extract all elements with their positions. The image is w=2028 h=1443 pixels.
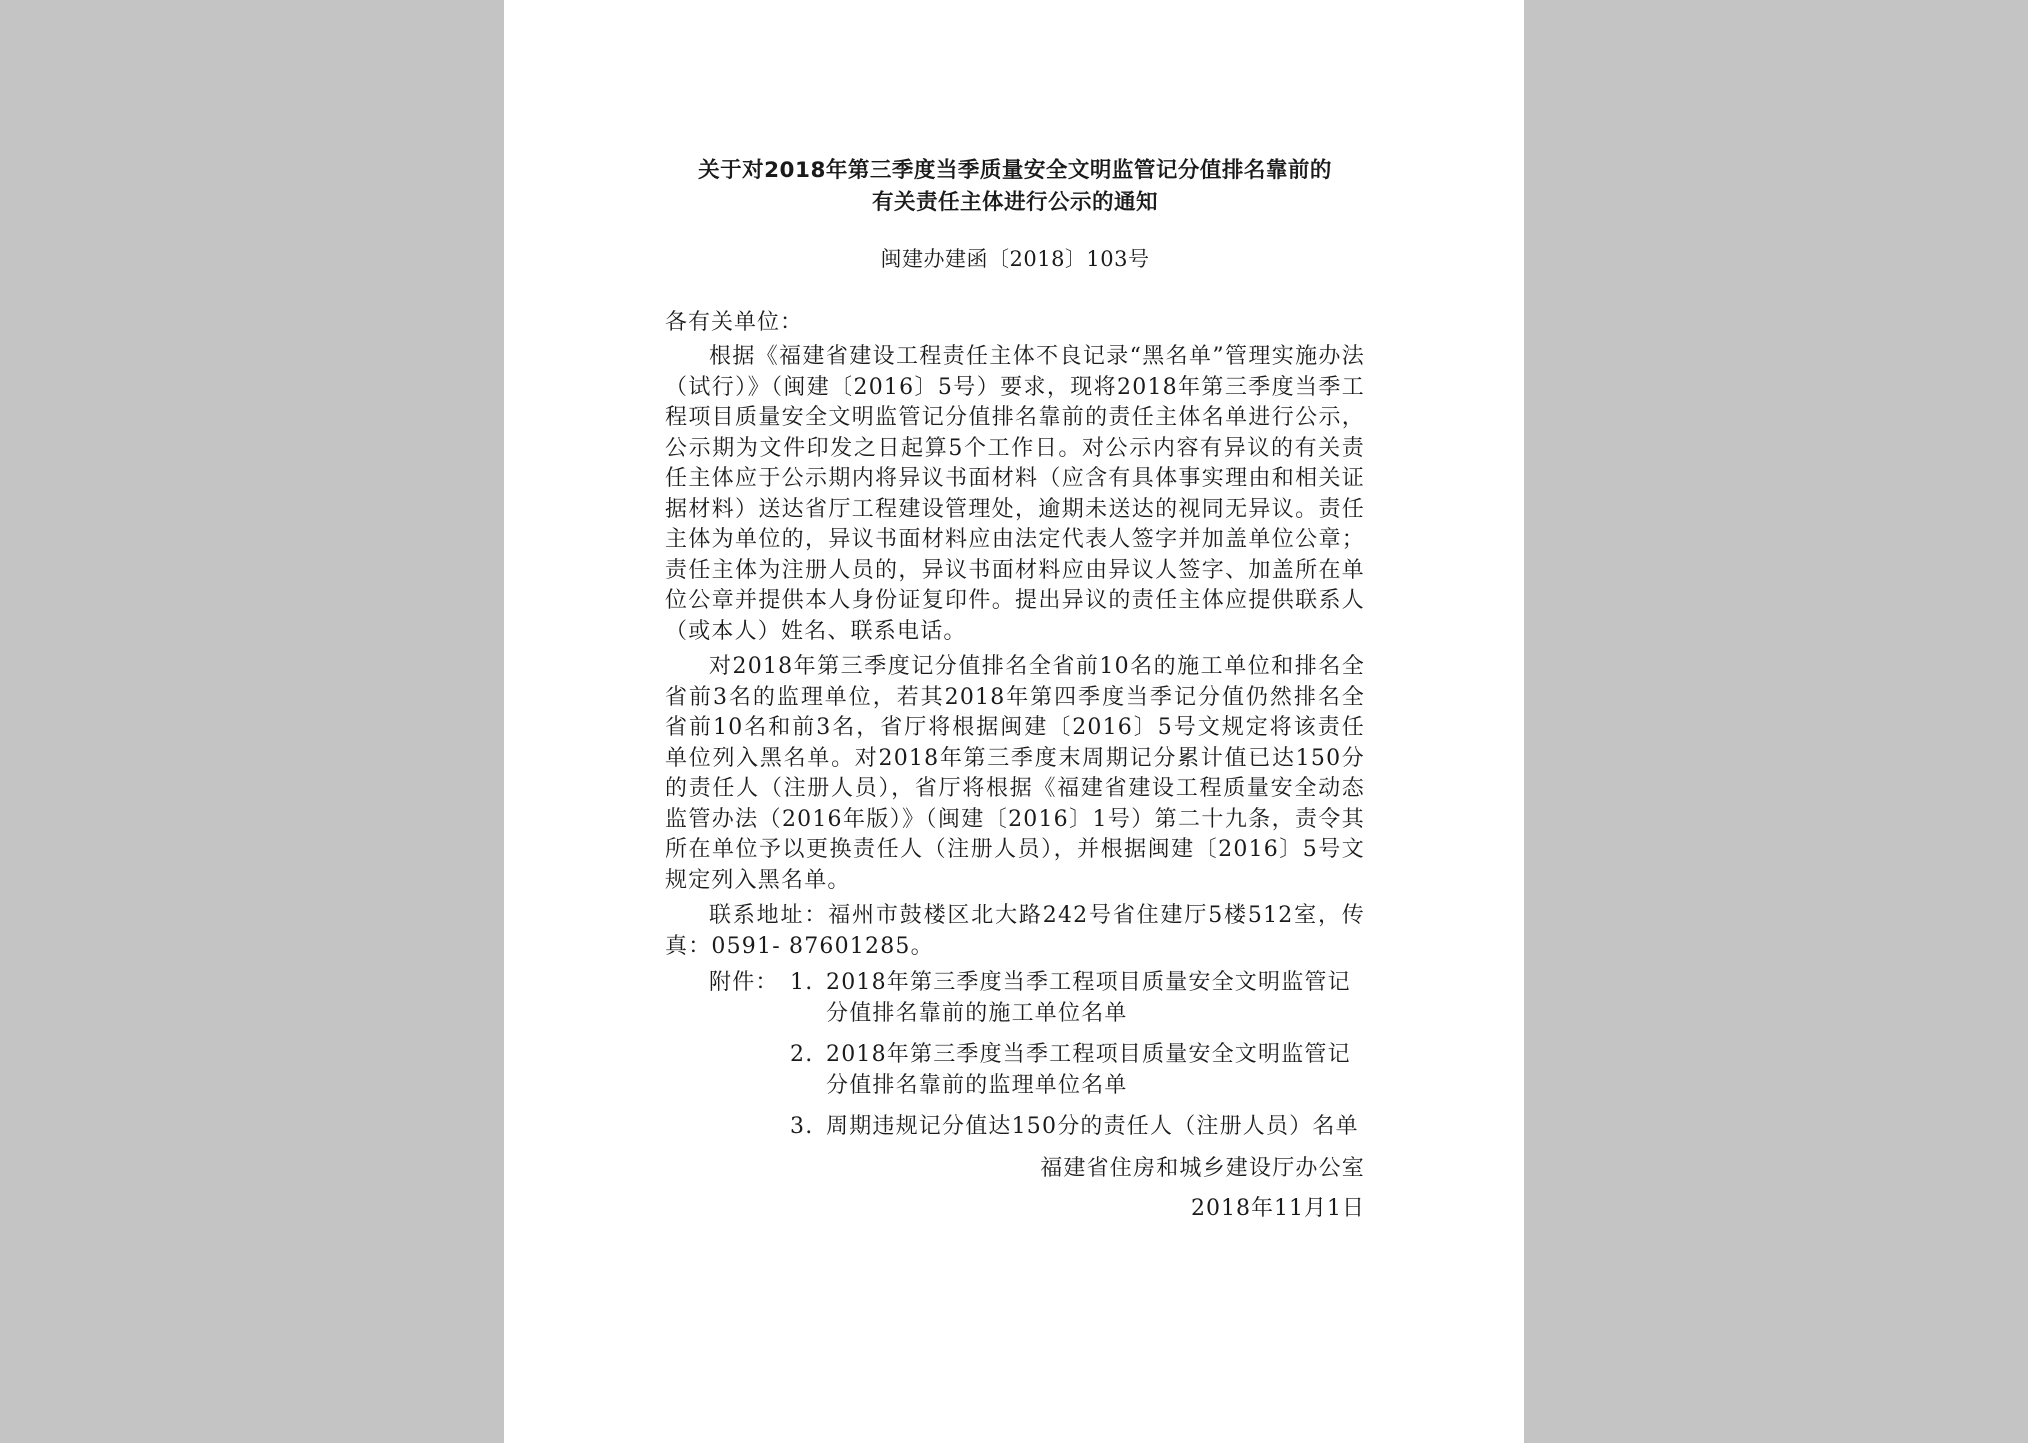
- document-content: [665, 155, 1365, 1224]
- title-line-1: 关于对2018年第三季度当季质量安全文明监管记分值排名靠前的: [698, 158, 1332, 183]
- attachment-number: 3.: [790, 1114, 814, 1139]
- attachment-number: 2.: [790, 1042, 814, 1067]
- attachment-number: 1.: [790, 970, 814, 995]
- document-page: [504, 0, 1524, 1443]
- body-paragraph-2: 对2018年第三季度记分值排名全省前10名的施工单位和排名全省前3名的监理单位，若其2018年第四季度当季记分值仍然排名全省前10名和前3名，省厅将根据闽建〔2016〕5号文规定将该责任单位列入黑名单。对2018年第三季度末周期记分累计值已达150分的责任人（注册人员），省厅将根据《福建省建设工程质量安全动态监管办法（2016年版）》（闽建〔2016〕1号）第二十九条，责令其所在单位予以更换责任人（注册人员），并根据闽建〔2016〕5号文规定列入黑名单。: [665, 654, 1365, 893]
- attachment-text: 2018年第三季度当季工程项目质量安全文明监管记分值排名靠前的监理单位名单: [826, 1042, 1351, 1098]
- attachment-item: [790, 1040, 1365, 1101]
- attachments-section: [665, 968, 1365, 1143]
- title-line-2: 有关责任主体进行公示的通知: [871, 190, 1158, 215]
- attachment-text: 2018年第三季度当季工程项目质量安全文明监管记分值排名靠前的施工单位名单: [826, 970, 1351, 1026]
- attachments-label: 附件：: [709, 970, 779, 995]
- attachment-text: 周期违规记分值达150分的责任人（注册人员）名单: [826, 1114, 1359, 1139]
- document-number: 闽建办建函〔2018〕103号: [880, 247, 1150, 271]
- body-paragraph-1: 根据《福建省建设工程责任主体不良记录“黑名单”管理实施办法（试行）》（闽建〔2016〕5号）要求，现将2018年第三季度当季工程项目质量安全文明监管记分值排名靠前的责任主体名单进行公示，公示期为文件印发之日起算5个工作日。对公示内容有异议的有关责任主体应于公示期内将异议书面材料（应含有具体事实理由和相关证据材料）送达省厅工程建设管理处，逾期未送达的视同无异议。责任主体为单位的，异议书面材料应由法定代表人签字并加盖单位公章；责任主体为注册人员的，异议书面材料应由异议人签字、加盖所在单位公章并提供本人身份证复印件。提出异议的责任主体应提供联系人（或本人）姓名、联系电话。: [665, 344, 1365, 644]
- attachment-item: [790, 1112, 1365, 1143]
- document-title: [665, 155, 1365, 219]
- salutation: 各有关单位：: [665, 310, 804, 335]
- issue-date: 2018年11月1日: [1191, 1195, 1365, 1221]
- contact-paragraph: 联系地址：福州市鼓楼区北大路242号省住建厅5楼512室，传真：0591- 87601285。: [665, 903, 1365, 959]
- issuer-signature: 福建省住房和城乡建设厅办公室: [1040, 1155, 1365, 1181]
- attachment-item: [790, 968, 1365, 1029]
